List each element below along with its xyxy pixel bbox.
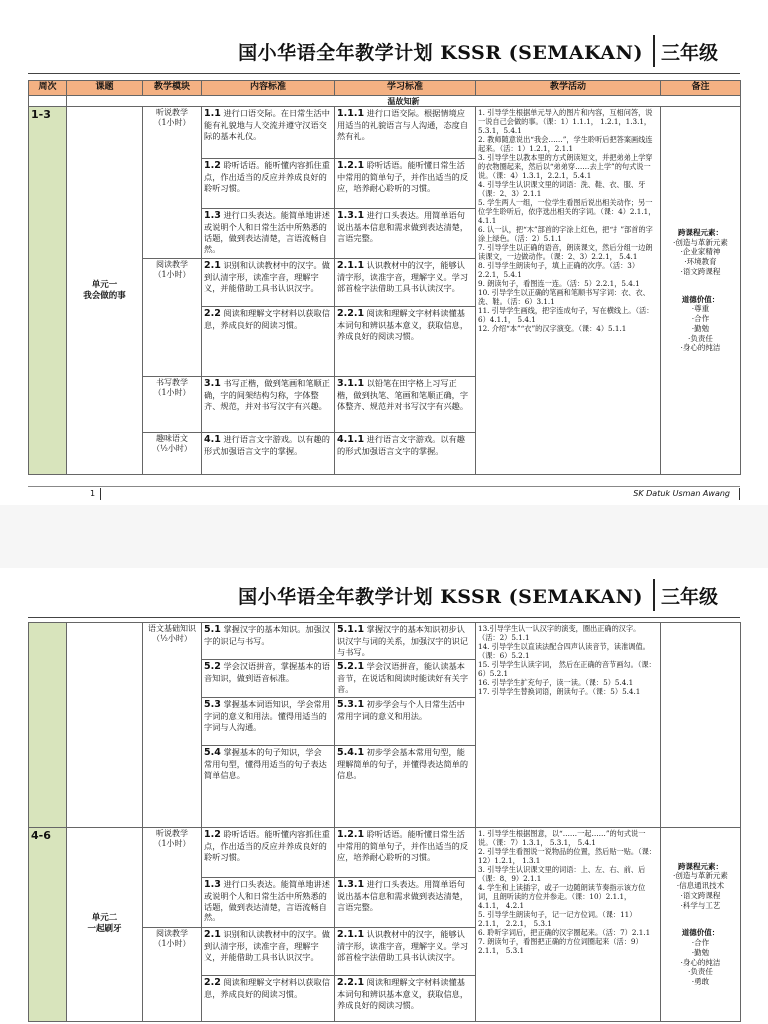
table-row (29, 107, 741, 159)
standard-text: 聆听话语。能听懂日常生活中常用的简单句子，并作出适当的反应，培养耐心聆听的习惯。 (337, 160, 469, 194)
module-name: 阅读教学 (156, 260, 188, 270)
module-cell (143, 377, 202, 433)
module-name: 听说教学 (156, 828, 188, 838)
school-name: SK Datuk Usman Awang (633, 489, 730, 498)
col-notes: 备注 (661, 81, 741, 96)
col-activities: 教学活动 (476, 81, 661, 96)
standard-code: 1.3 (204, 210, 221, 222)
theme-row (29, 95, 741, 106)
notes-heading: 跨课程元素： (678, 227, 723, 237)
module-hours: （½小时） (152, 634, 192, 644)
standard-code: 2.2 (204, 308, 221, 320)
standard-code: 1.2.1 (337, 160, 365, 172)
col-topic: 课题 (67, 81, 143, 96)
learning-standard-cell (335, 107, 476, 159)
page-header (238, 578, 718, 612)
standard-text: 进行语言文字游戏。以有趣的形式加强语言文字的掌握。 (337, 434, 465, 457)
activity-item: 16. 引导学生扩充句子，读一读。（课：5）5.4.1 (478, 678, 634, 687)
learning-standard-cell (335, 209, 476, 259)
standard-code: 1.3.1 (337, 210, 365, 222)
standard-code: 1.3 (204, 878, 221, 890)
content-standard-cell (202, 209, 335, 259)
standard-text: 进行口头表达。用简单语句说出基本信息和需求做到表达清楚，言语完整。 (337, 210, 469, 244)
notes-item: ·环境教育 (684, 257, 717, 267)
activity-item: 6. 认一认，把“木”部首的字涂上红色，把“扌”部首的字涂上绿色。（活：2）5.1.1 (478, 225, 653, 244)
activity-item: 3. 引导学生认识课文里的词语：上、左、右、前、后（课：8、9）2.1.1 (478, 864, 646, 883)
plan-title: 国小华语全年教学计划 KSSR (SEMAKAN) (238, 41, 643, 64)
content-standard-cell (202, 433, 335, 475)
module-hours: （1小时） (153, 270, 191, 280)
learning-standard-cell (335, 259, 476, 307)
standard-code: 1.1 (204, 108, 221, 120)
standard-code: 1.1.1 (337, 108, 365, 120)
week-cell (29, 623, 67, 828)
standard-text: 进行口头表达。能简单地讲述或说明个人和日常生活中所熟悉的话题，做到表达清楚，言语流畅自然。 (204, 210, 330, 254)
module-name: 趣味语文 (156, 434, 188, 444)
standard-code: 1.2 (204, 160, 221, 172)
notes-item: ·创造与革新元素 (673, 237, 728, 247)
standard-text: 学会汉语拼音，能认读基本音节，在说话和阅读时能读好有关字音。 (337, 660, 469, 694)
module-hours: （1小时） (153, 939, 191, 949)
standard-text: 认识教材中的汉字，能够认清字形，读准字音，理解字义。学习部首检字法借助工具书认读汉字。 (337, 260, 469, 294)
activity-item: 5. 引导学生朗读句子，记一记方位词。（课：11）2.1.1， 2.2.1， 5.3.1 (478, 909, 637, 928)
page-2 (0, 568, 768, 1024)
content-standard-cell (202, 307, 335, 377)
header-divider (653, 579, 655, 611)
standard-code: 5.4 (204, 746, 221, 758)
standard-text: 阅读和理解文字材料读懂基本词句和辨识基本意义，获取信息，养成良好的阅读习惯。 (337, 976, 469, 1010)
activities-cell (476, 107, 661, 475)
footer-divider (739, 488, 740, 500)
standard-text: 进行口语交际。在日常生活中能有礼貌地与人交流并遵守汉语交际的基本礼仪。 (204, 108, 330, 142)
learning-standard-cell (335, 623, 476, 660)
standard-code: 5.2 (204, 660, 221, 672)
footer-rule (28, 486, 740, 487)
activity-item: 8. 引导学生朗读句子，填上正确的次序。（活：3）2.2.1，5.4.1 (478, 261, 640, 280)
learning-standard-cell (335, 307, 476, 377)
standard-code: 2.1 (204, 928, 221, 940)
learning-standard-cell (335, 745, 476, 827)
module-cell (143, 259, 202, 377)
activity-item: 12. 介绍“本”“衣”的汉字演变。（课：4）5.1.1 (478, 324, 627, 334)
activity-item: 9. 朗读句子，看图连一连。（活：5）2.2.1，5.4.1 (478, 279, 640, 289)
grade-label: 三年级 (660, 585, 718, 608)
content-standard-cell (202, 259, 335, 307)
module-name: 语文基础知识 (148, 624, 196, 633)
standard-text: 阅读和理解文字材料以获取信息，养成良好的阅读习惯。 (204, 308, 330, 331)
page-gap (0, 505, 768, 568)
content-standard-cell (202, 975, 335, 1021)
content-standard-cell (202, 697, 335, 745)
notes-item: ·科学与工艺 (680, 900, 721, 910)
cross-curricular-block (663, 228, 738, 277)
activity-item: 7. 朗读句子，看图把正确的方位词圈起来（活：9）2.1.1， 5.3.1 (478, 936, 643, 955)
notes-item: ·企业家精神 (680, 247, 721, 257)
table-row (29, 827, 741, 877)
header-rule (28, 73, 740, 74)
activity-item: 1. 引导学生根据图意，以“……一起……”的句式说一说。（课：7）1.3.1， 5.3.1， 5.4.1 (478, 828, 646, 847)
standard-text: 识别和认读教材中的汉字。做到认清字形，读准字音，理解字义，并能借助工具书认识汉字。 (204, 928, 330, 962)
activity-item: 4. 引导学生认识课文里的词语：洗、鞋、衣、服、牙（课：2、3）2.1.1 (478, 180, 646, 199)
content-standard-cell (202, 623, 335, 660)
plan-title: 国小华语全年教学计划 KSSR (SEMAKAN) (238, 585, 643, 608)
content-standard-cell (202, 659, 335, 697)
notes-item: ·语文跨课程 (680, 890, 721, 900)
cross-curricular-block (663, 862, 738, 911)
standard-text: 以铅笔在田字格上习写正楷，做到执笔、笔画和笔顺正确，字体整齐、规范并对书写汉字有兴趣。 (337, 378, 469, 412)
learning-standard-cell (335, 377, 476, 433)
standard-text: 阅读和理解文字材料读懂基本词句和辨识基本意义，获取信息，养成良好的阅读习惯。 (337, 308, 469, 342)
activity-item: 11. 引导学生画线，把字连成句子，写在横线上。（活：6）4.1.1， 5.4.1 (478, 306, 654, 325)
content-standard-cell (202, 159, 335, 209)
content-standard-cell (202, 827, 335, 877)
standard-text: 进行语言文字游戏。以有趣的形式加强语言文字的掌握。 (204, 434, 330, 457)
page-header (238, 34, 718, 68)
learning-standard-cell (335, 827, 476, 877)
activity-item: 5. 学生两人一组，一位学生看图后说出相关动作；另一位学生聆听后，依序选出相关的字词。（课：4）2.1.1， 4.1.1 (478, 198, 656, 226)
module-cell (143, 433, 202, 475)
module-cell (143, 827, 202, 927)
standard-code: 4.1 (204, 434, 221, 446)
standard-text: 初步学会基本常用句型，能理解简单的句子，并懂得表达简单的信息。 (337, 746, 469, 780)
module-cell (143, 927, 202, 1021)
activity-item: 14. 引导学生以直读法配合四声认读音节，读准调值。（课：6）5.2.1 (478, 642, 650, 660)
activity-item: 2. 引导学生看图说一说物品的位置，然后贴一贴。（课：12）1.2.1， 1.3.1 (478, 846, 657, 865)
week-cell: 1-3 (29, 107, 67, 475)
unit-name: 我会做的事 (83, 290, 126, 301)
content-standard-cell (202, 745, 335, 827)
notes-item: ·负责任 (688, 967, 713, 977)
standard-text: 进行口头表达。用简单语句说出基本信息和需求做到表达清楚，言语完整。 (337, 878, 469, 912)
learning-standard-cell (335, 433, 476, 475)
standard-text: 掌握基本词语知识，学会常用字词的意义和用法。懂得用适当的字词与人沟通。 (204, 698, 330, 732)
activity-item: 6. 聆听字词后，把正确的汉字圈起来。（活：7）2.1.1 (478, 927, 651, 937)
module-name: 书写教学 (156, 378, 188, 388)
learning-standard-cell (335, 659, 476, 697)
values-block (663, 295, 738, 354)
notes-cell (661, 827, 741, 1021)
unit-title-cell (67, 107, 143, 475)
notes-item: ·身心的纯洁 (680, 957, 721, 967)
standard-text: 进行口头表达。能简单地讲述或说明个人和日常生活中所熟悉的话题，做到表达清楚，言语流畅自然。 (204, 878, 330, 923)
standard-code: 2.2.1 (337, 308, 365, 320)
notes-item: ·语文跨课程 (680, 266, 721, 276)
standard-text: 初步学会与个人日常生活中常用字词的意义和用法。 (337, 698, 465, 721)
col-content-standard: 内容标准 (202, 81, 335, 96)
activity-item: 3. 引导学生以教本里的方式朗读短文，并把弟弟上学穿的衣物圈起来，然后以“弟弟穿……去上学”的句式说一说。（课：4）1.3.1，2.2.1，5.4.1 (478, 153, 653, 181)
content-standard-cell (202, 927, 335, 975)
table-header-row (29, 81, 741, 96)
notes-item: ·尊重 (691, 304, 710, 314)
week-cell: 4-6 (29, 827, 67, 1021)
activity-item: 7. 引导学生以正确的语音，朗读课文，然后分组一边朗读课文，一边做动作。（课：2、3）2.2.1， 5.4.1 (478, 243, 653, 262)
notes-heading: 道德价值： (681, 294, 720, 304)
page-number: 1 (90, 489, 96, 498)
table-row (29, 623, 741, 660)
standard-text: 阅读和理解文字材料以获取信息，养成良好的阅读习惯。 (204, 976, 330, 999)
standard-code: 2.2.1 (337, 976, 365, 988)
standard-code: 5.3 (204, 698, 221, 710)
standard-text: 聆听话语。能听懂日常生活中常用的简单句子，并作出适当的反应，培养耐心聆听的习惯。 (337, 828, 469, 862)
notes-item: ·身心的纯洁 (680, 343, 721, 353)
page-1 (0, 0, 768, 505)
col-module: 教学模块 (143, 81, 202, 96)
standard-text: 识别和认读教材中的汉字。做到认清字形，读准字音，理解字义，并能借助工具书认识汉字。 (204, 260, 330, 294)
module-cell (143, 623, 202, 828)
standard-text: 聆听话语。能听懂内容抓住重点，作出适当的反应并养成良好的聆听习惯。 (204, 828, 330, 862)
notes-item: ·勤勉 (691, 323, 710, 333)
footer-divider (100, 488, 101, 500)
standard-code: 1.2 (204, 828, 221, 840)
activities-cell (476, 623, 661, 828)
notes-item: ·信息通讯技术 (676, 881, 725, 891)
notes-item: ·勤勉 (691, 947, 710, 957)
module-name: 听说教学 (156, 108, 188, 118)
standard-code: 5.2.1 (337, 660, 365, 672)
content-standard-cell (202, 877, 335, 927)
standard-code: 3.1.1 (337, 378, 365, 390)
col-week: 周次 (29, 81, 67, 96)
col-learning-standard: 学习标准 (335, 81, 476, 96)
standard-code: 2.1.1 (337, 260, 365, 272)
grade-label: 三年级 (660, 41, 718, 64)
standard-text: 书写正楷，做到笔画和笔顺正确，字的间架结构匀称，字体整齐、规范，并对书写汉字有兴趣。 (204, 378, 330, 412)
header-divider (653, 35, 655, 67)
activity-item: 1. 引导学生根据单元导入的图片和内容，互相问答，说一说自己会做的事。（课：1）1.1.1， 1.2.1，1.3.1， 5.3.1，5.4.1 (478, 108, 653, 136)
standard-code: 5.3.1 (337, 698, 365, 710)
activities-cell (476, 827, 661, 1021)
standard-code: 3.1 (204, 378, 221, 390)
standard-code: 5.1 (204, 624, 221, 635)
activity-item: 4. 学生和上读插字，或子一边随朗读节奏指示该方位词，且朗听读的方位并参走。（课：10）2.1.1， 4.1.1， 4.2.1 (478, 882, 646, 910)
standard-code: 2.2 (204, 976, 221, 988)
unit-title-cell (67, 623, 143, 828)
standard-code: 2.1.1 (337, 928, 365, 940)
standard-text: 掌握汉字的基本知识。加强汉字的识记与书写。 (204, 624, 330, 647)
activity-item: 10. 引导学生以正确的笔画和笔顺书写字词：衣、衣、洗、鞋。（活：6）3.1.1 (478, 288, 650, 307)
activity-item: 13.引导学生认一认汉字的演变，圈出正确的汉字。（活：2）5.1.1 (478, 624, 641, 642)
activity-item: 15. 引导学生认读字词， 然后在正确的音节画勾。（课：6）5.2.1 (478, 660, 656, 678)
notes-item: ·合作 (691, 314, 710, 324)
learning-standard-cell (335, 877, 476, 927)
module-name: 阅读教学 (156, 928, 188, 938)
unit-number: 单元一 (91, 279, 118, 290)
notes-cell (661, 107, 741, 475)
plan-table-page-2 (28, 622, 741, 1022)
theme-label: 温故知新 (67, 95, 741, 106)
module-hours: （1小时） (153, 388, 191, 398)
activity-item: 17. 引导学生替换词语，朗读句子。（课：5）5.4.1 (478, 687, 641, 696)
notes-item: ·负责任 (688, 333, 713, 343)
header-rule (28, 617, 740, 618)
learning-standard-cell (335, 927, 476, 975)
learning-standard-cell (335, 159, 476, 209)
unit-name: 一起刷牙 (87, 924, 122, 935)
standard-code: 1.3.1 (337, 878, 365, 890)
notes-cell (661, 623, 741, 828)
content-standard-cell (202, 377, 335, 433)
unit-number: 单元二 (91, 913, 118, 924)
standard-text: 学会汉语拼音，掌握基本的语音知识，做到语音标准。 (204, 660, 330, 683)
learning-standard-cell (335, 697, 476, 745)
module-hours: （1小时） (153, 118, 191, 128)
standard-text: 聆听话语。能听懂内容抓住重点，作出适当的反应并养成良好的聆听习惯。 (204, 160, 330, 194)
notes-heading: 跨课程元素： (678, 861, 723, 871)
unit-title-cell (67, 827, 143, 1021)
notes-item: ·合作 (691, 938, 710, 948)
notes-item: ·创造与革新元素 (673, 871, 728, 881)
standard-text: 掌握汉字的基本知识初步认识汉字与词的关系，加强汉字的识记与书写。 (337, 624, 469, 657)
page-footer (28, 488, 740, 502)
standard-code: 5.1.1 (337, 624, 365, 635)
module-hours: （½小时） (152, 444, 192, 454)
standard-code: 4.1.1 (337, 434, 365, 446)
standard-text: 掌握基本的句子知识，学会 常用句型，懂得用适当的句子表达简单信息。 (204, 746, 327, 780)
learning-standard-cell (335, 975, 476, 1021)
theme-week-spacer (29, 95, 67, 106)
notes-item: ·勇敢 (691, 977, 710, 987)
notes-heading: 道德价值： (681, 928, 720, 938)
standard-code: 5.4.1 (337, 746, 365, 758)
values-block (663, 928, 738, 987)
module-hours: （1小时） (153, 839, 191, 849)
standard-code: 1.2.1 (337, 828, 365, 840)
plan-table-page-1 (28, 80, 741, 475)
activity-item: 2. 教师随意说出“我会……”，学生聆听后把答案画线连起来。（活：1）1.2.1，2.1.1 (478, 135, 653, 154)
content-standard-cell (202, 107, 335, 159)
module-cell (143, 107, 202, 259)
standard-text: 进行口语交际。根据情境应用适当的礼貌语言与人沟通，态度自然有礼。 (337, 108, 469, 142)
standard-code: 2.1 (204, 260, 221, 272)
standard-text: 认识教材中的汉字，能够认清字形，读准字音，理解字义。学习部首检字法借助工具书认读汉字。 (337, 928, 469, 962)
